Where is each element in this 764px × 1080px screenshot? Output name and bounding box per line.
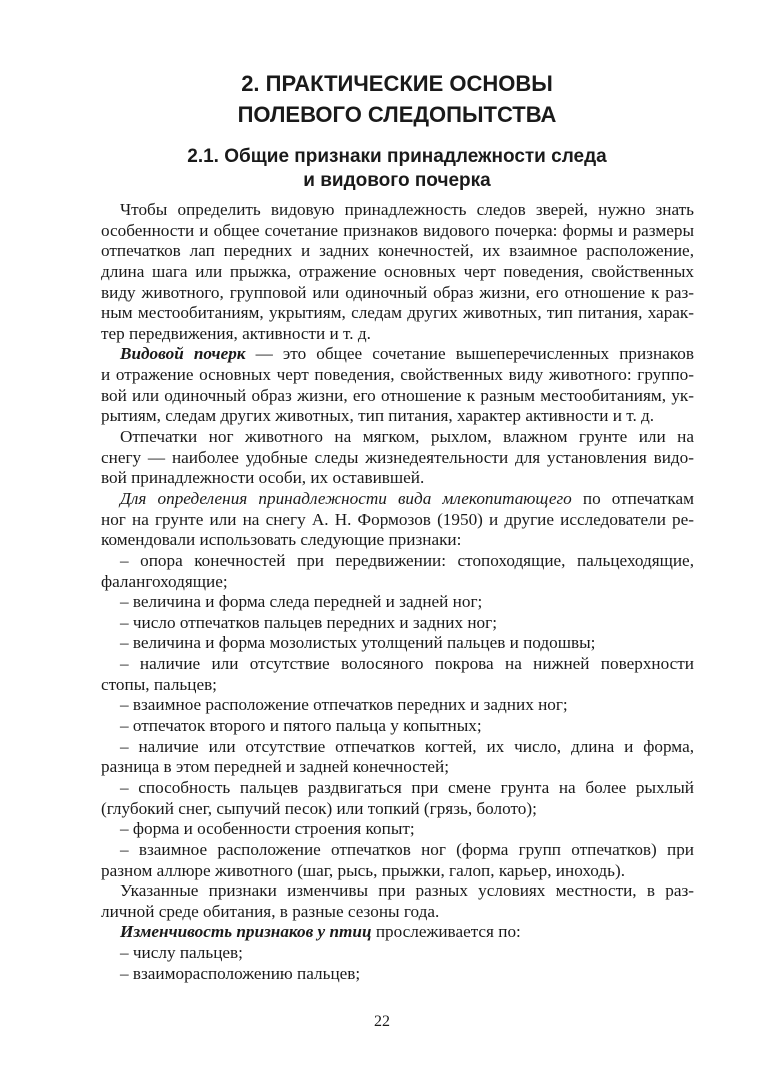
text-run: разном аллюре животного (шаг, рысь, прыжки, галоп, карьер, иноходь). [101,860,626,880]
text-run: разница в этом передней и задней конечностей; [101,757,449,777]
text-line [101,716,694,737]
text-run: – взаиморасположению пальцев; [120,963,361,983]
text-run: – взаимное расположение отпечатков ног (форма групп отпечатков) при [120,839,694,859]
text-run: – величина и форма следа передней и задней ног; [120,592,483,612]
text-line [101,675,694,696]
emphasized-term: Изменчивость признаков у птиц [120,922,372,942]
text-run: и отражение основных черт поведения, свойственных виду животного: группо- [101,365,694,385]
text-line [101,262,694,283]
text-line [101,468,694,489]
text-line [101,448,694,469]
text-run: стопы, пальцев; [101,674,217,694]
body-text [101,200,694,984]
text-line [101,324,694,345]
text-line [101,283,694,304]
text-line [101,757,694,778]
text-run: рытиям, следам других животных, тип питания, характер активности и т. д. [101,406,655,426]
text-run: – форма и особенности строения копыт; [120,819,415,839]
text-run: отпечатков лап передних и задних конечностей, их взаимное расположение, [101,241,694,261]
text-line [101,819,694,840]
text-run: – величина и форма мозолистых утолщений пальцев и подошвы; [120,633,596,653]
text-line [101,303,694,324]
text-run: вой принадлежности особи, их оставившей. [101,468,425,488]
text-line [101,572,694,593]
text-line [101,695,694,716]
text-line [101,840,694,861]
text-run: – наличие или отсутствие отпечатков когтей, их число, длина и форма, [120,736,694,756]
text-run: – число отпечатков пальцев передних и задних ног; [120,612,497,632]
text-run: фалангоходящие; [101,571,228,591]
text-line [101,510,694,531]
text-line [101,737,694,758]
text-run: тер передвижения, активности и т. д. [101,323,371,343]
text-line [101,799,694,820]
text-run: особенности и общее сочетание признаков видового почерка: формы и размеры [101,220,694,240]
text-line [101,922,694,943]
text-run: Указанные признаки изменчивы при разных условиях местности, в раз- [120,881,694,901]
text-line [101,551,694,572]
chapter-title-line-1: 2. ПРАКТИЧЕСКИЕ ОСНОВЫ [241,71,553,96]
text-line [101,365,694,386]
text-line [101,427,694,448]
text-line [101,943,694,964]
text-run: — это общее сочетание вышеперечисленных признаков [245,344,694,364]
text-run: Чтобы определить видовую принадлежность следов зверей, нужно знать [120,200,694,219]
text-line [101,530,694,551]
text-run: ног на грунте или на снегу А. Н. Формозов (1950) и другие исследователи ре- [101,509,694,529]
text-line [101,633,694,654]
text-run: комендовали использовать следующие признаки: [101,530,462,550]
emphasized-term: Для определения принадлежности вида млекопитающего [120,488,572,508]
text-run: по отпечаткам [571,488,694,508]
text-line [101,221,694,242]
text-run: Отпечатки ног животного на мягком, рыхлом, влажном грунте или на [120,427,694,447]
page-number: 22 [374,1013,390,1030]
text-line [101,344,694,365]
text-run: (глубокий снег, сыпучий песок) или топкий (грязь, болото); [101,798,537,818]
emphasized-term: Видовой почерк [120,344,246,364]
text-line [101,386,694,407]
text-run: – числу пальцев; [120,943,243,963]
text-line [101,902,694,923]
chapter-title-line-2: ПОЛЕВОГО СЛЕДОПЫТСТВА [237,102,557,127]
text-run: прослеживается по: [371,922,521,942]
text-line [101,200,694,221]
section-title-line-1: 2.1. Общие признаки принадлежности следа [187,146,607,167]
text-run: снегу — наиболее удобные следы жизнедеятельности для установления видо- [101,447,694,467]
text-line [101,654,694,675]
text-line [101,241,694,262]
text-run: личной среде обитания, в разные сезоны года. [101,901,440,921]
text-line [101,861,694,882]
text-line [101,613,694,634]
text-run: – отпечаток второго и пятого пальца у копытных; [120,716,482,736]
section-title-line-2: и видового почерка [303,170,491,191]
text-run: – взаимное расположение отпечатков передних и задних ног; [120,695,568,715]
text-run: – наличие или отсутствие волосяного покрова на нижней поверхности [120,654,694,674]
text-line [101,592,694,613]
text-run: ным местообитаниям, укрытиям, следам других животных, тип питания, харак- [101,303,694,323]
text-line [101,406,694,427]
text-line [101,489,694,510]
text-run: вой или одиночный образ жизни, его отношение к разным местообитаниям, ук- [101,385,694,405]
text-run: – опора конечностей при передвижении: стопоходящие, пальцеходящие, [120,550,694,570]
text-line [101,964,694,985]
text-line [101,881,694,902]
text-run: виду животного, групповой или одиночный образ жизни, его отношение к раз- [101,282,694,302]
text-run: – способность пальцев раздвигаться при смене грунта на более рыхлый [120,777,694,797]
text-line [101,778,694,799]
text-run: длина шага или прыжка, отражение основных черт поведения, свойственных [101,261,694,281]
